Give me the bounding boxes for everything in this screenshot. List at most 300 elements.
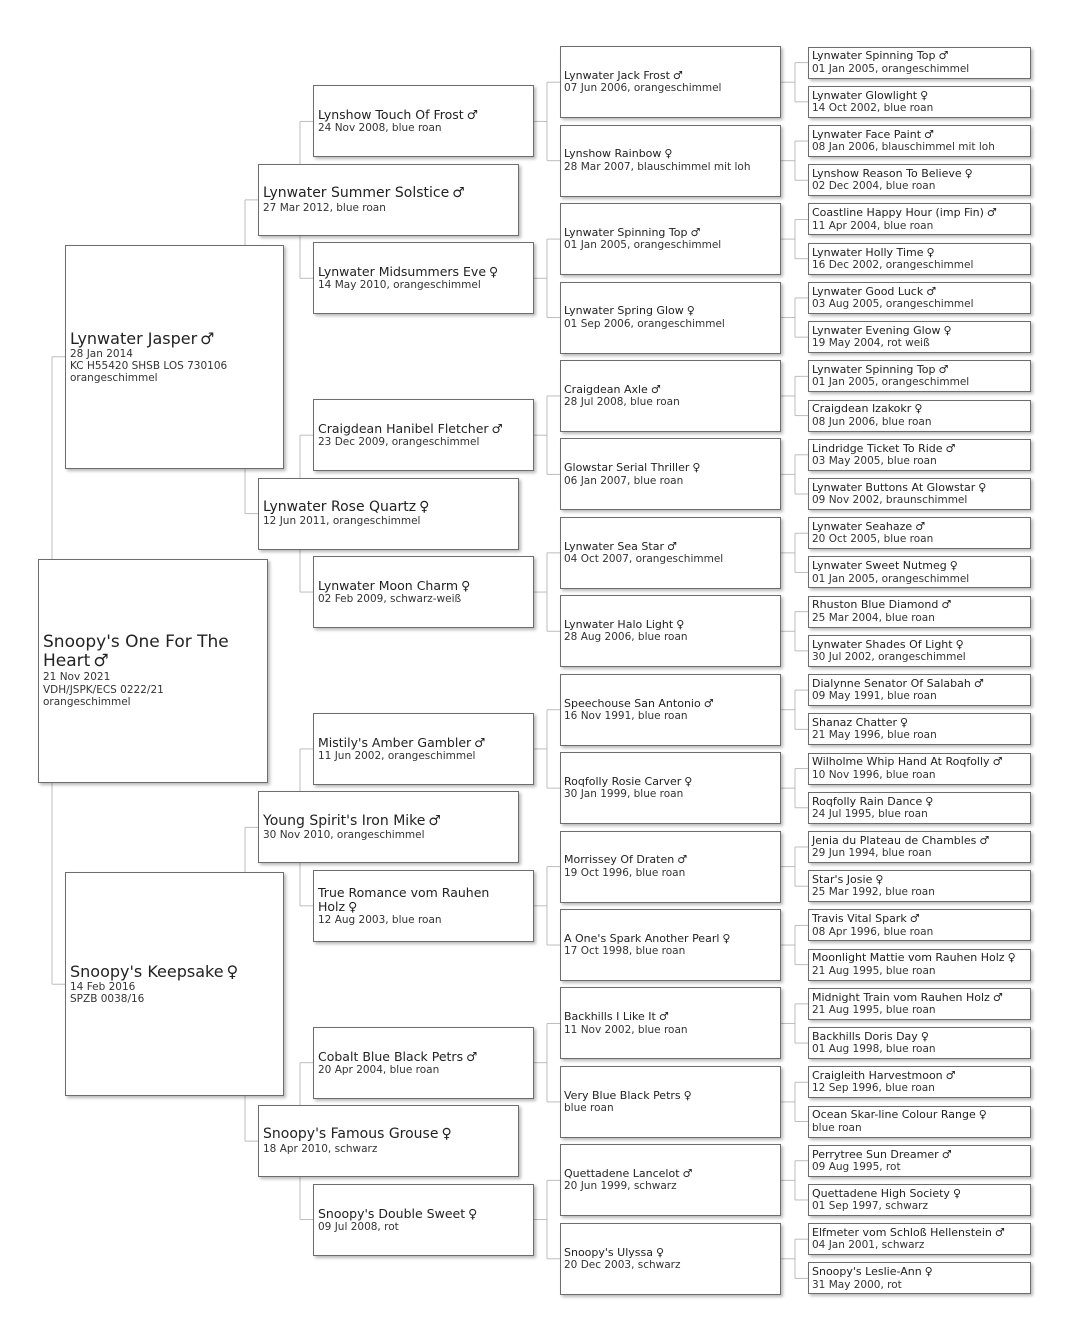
female-symbol-icon: ♀ (978, 480, 987, 494)
dog-detail-line: 12 Aug 2003, blue roan (318, 913, 442, 926)
dog-name (564, 384, 777, 396)
dog-detail-line: 27 Mar 2012, blue roan (263, 201, 386, 214)
dog-name-text: Speechouse San Antonio (564, 696, 701, 710)
dog-name-text: Craigleith Harvestmoon (812, 1069, 943, 1083)
dog-detail-line: 28 Jan 2014 (70, 347, 133, 360)
dog-card-ddddd[interactable] (808, 1262, 1031, 1294)
dog-name-text: Lynshow Rainbow (564, 147, 662, 161)
female-symbol-icon: ♀ (925, 794, 934, 808)
dog-card-sdsdd[interactable] (808, 478, 1031, 510)
dog-name-text: A One's Spark Another Pearl (564, 931, 720, 945)
dog-card-d[interactable] (65, 872, 284, 1096)
dog-name (812, 325, 1027, 337)
dog-name (318, 886, 529, 914)
dog-name-text: Young Spirit's Iron Mike (263, 812, 426, 829)
dog-name (263, 1127, 514, 1143)
dog-name-text: Backhills Doris Day (812, 1029, 918, 1043)
female-symbol-icon: ♀ (900, 716, 909, 730)
dog-detail-line: 06 Jan 2007, blue roan (564, 474, 684, 487)
dog-detail-line: 25 Mar 2004, blue roan (812, 611, 935, 624)
dog-name-text: Lynwater Spinning Top (812, 49, 936, 63)
dog-name-text: Craigdean Axle (564, 382, 648, 396)
female-symbol-icon: ♀ (920, 88, 929, 102)
dog-name-text: Moonlight Mattie vom Rauhen Holz (812, 951, 1005, 965)
dog-name (318, 422, 529, 436)
dog-detail-line: 03 Aug 2005, orangeschimmel (812, 298, 974, 311)
male-symbol-icon: ♂ (658, 1010, 669, 1024)
female-symbol-icon: ♀ (468, 1205, 478, 1221)
dog-card-ssdsd[interactable] (808, 243, 1031, 275)
dog-detail-line: orangeschimmel (70, 371, 158, 384)
dog-card-ddsd[interactable] (560, 1066, 781, 1138)
male-symbol-icon: ♂ (973, 676, 984, 690)
dog-name (812, 443, 1027, 455)
male-symbol-icon: ♂ (690, 225, 701, 239)
male-symbol-icon: ♂ (994, 1225, 1005, 1239)
dog-detail-line: 20 Apr 2004, blue roan (318, 1063, 440, 1076)
dog-card-s[interactable] (65, 245, 284, 469)
dog-card-ssd[interactable] (313, 242, 534, 314)
dog-name (812, 129, 1027, 141)
dog-detail-line: 01 Jan 2005, orangeschimmel (812, 572, 970, 585)
dog-name-text: Lynwater Spring Glow (564, 304, 684, 318)
dog-detail-line: KC H55420 SHSB LOS 730106 (70, 359, 228, 372)
dog-name-text: Lynwater Sweet Nutmeg (812, 559, 947, 573)
dog-name-text: Travis Vital Spark (812, 912, 907, 926)
female-symbol-icon: ♀ (926, 245, 935, 259)
dog-name (564, 619, 777, 631)
dog-name (812, 1031, 1027, 1043)
dog-detail-line: 16 Dec 2002, orangeschimmel (812, 258, 974, 271)
female-symbol-icon: ♀ (978, 1108, 987, 1122)
male-symbol-icon: ♂ (945, 441, 956, 455)
dog-card-dds[interactable] (313, 1027, 534, 1099)
female-symbol-icon: ♀ (914, 402, 923, 416)
dog-detail-line: 09 Nov 2002, braunschimmel (812, 494, 968, 507)
female-symbol-icon: ♀ (1007, 951, 1016, 965)
dog-name (812, 874, 1027, 886)
dog-name-text: Snoopy's Keepsake (70, 962, 224, 982)
dog-card-dssd[interactable] (560, 752, 781, 824)
dog-detail-line: 04 Oct 2007, orangeschimmel (564, 552, 724, 565)
dog-name-text: Lynwater Buttons At Glowstar (812, 480, 976, 494)
male-symbol-icon: ♂ (992, 755, 1003, 769)
dog-detail-line: 24 Jul 1995, blue roan (812, 807, 928, 820)
dog-card-sdd[interactable] (313, 556, 534, 628)
dog-name (812, 90, 1027, 102)
dog-detail-line: 10 Nov 1996, blue roan (812, 768, 936, 781)
male-symbol-icon: ♂ (672, 69, 683, 83)
female-symbol-icon: ♀ (664, 147, 673, 161)
dog-name (564, 1011, 777, 1023)
dog-name (812, 1109, 1027, 1121)
dog-detail-line: 31 May 2000, rot (812, 1278, 902, 1291)
dog-detail-line: 01 Aug 1998, blue roan (812, 1043, 936, 1056)
female-symbol-icon: ♀ (655, 1245, 665, 1259)
dog-name (812, 1188, 1027, 1200)
dog-card-dsds[interactable] (560, 831, 781, 903)
female-symbol-icon: ♀ (348, 898, 358, 914)
dog-card-ddssd[interactable] (808, 1027, 1031, 1059)
dog-detail-line: 24 Nov 2008, blue roan (318, 122, 442, 135)
dog-card-ddsss[interactable] (808, 988, 1031, 1020)
male-symbol-icon: ♂ (992, 990, 1003, 1004)
dog-card-sdssd[interactable] (808, 400, 1031, 432)
dog-detail-line: 21 Aug 1995, blue roan (812, 1003, 936, 1016)
dog-name-text: Snoopy's One For The Heart (43, 632, 229, 672)
dog-detail-line: orangeschimmel (43, 695, 131, 708)
dog-detail-line: 02 Dec 2004, blue roan (812, 180, 936, 193)
dog-card-dsd[interactable] (313, 870, 534, 942)
dog-name (564, 1168, 777, 1180)
dog-card-dsssd[interactable] (808, 713, 1031, 745)
dog-detail-line: 11 Jun 2002, orangeschimmel (318, 749, 476, 762)
dog-card-dssds[interactable] (808, 753, 1031, 785)
dog-name-text: Snoopy's Famous Grouse (263, 1126, 439, 1143)
male-symbol-icon: ♂ (666, 539, 677, 553)
dog-name-text: Lynshow Touch Of Frost (318, 107, 464, 123)
dog-detail-line: 08 Jan 2006, blauschimmel mit loh (812, 141, 995, 154)
dog-name-text: Lynwater Jasper (70, 328, 198, 348)
dog-name (263, 814, 514, 830)
dog-name (812, 678, 1027, 690)
dog-detail-line: SPZB 0038/16 (70, 993, 145, 1006)
dog-detail-line: 30 Jan 1999, blue roan (564, 788, 684, 801)
dog-name-text: Lynwater Spinning Top (812, 363, 936, 377)
dog-card-sdsds[interactable] (808, 439, 1031, 471)
female-symbol-icon: ♀ (686, 304, 695, 318)
female-symbol-icon: ♀ (952, 1186, 961, 1200)
dog-name (812, 639, 1027, 651)
dog-card-dsddd[interactable] (808, 949, 1031, 981)
female-symbol-icon: ♀ (955, 637, 964, 651)
dog-detail-line: blue roan (564, 1102, 614, 1115)
female-symbol-icon: ♀ (924, 1265, 933, 1279)
dog-name-text: Snoopy's Leslie-Ann (812, 1265, 922, 1279)
dog-card-ssdds[interactable] (808, 282, 1031, 314)
dog-card-dssdd[interactable] (808, 792, 1031, 824)
dog-name-text: Lynwater Holly Time (812, 245, 924, 259)
dog-name (812, 1227, 1027, 1239)
dog-name-text: Roqfolly Rain Dance (812, 794, 923, 808)
dog-name (812, 1149, 1027, 1161)
dog-name-text: Rhuston Blue Diamond (812, 598, 939, 612)
dog-name-text: Lynshow Reason To Believe (812, 167, 962, 181)
dog-name (70, 963, 279, 981)
male-symbol-icon: ♂ (909, 912, 920, 926)
dog-card-ddsds[interactable] (808, 1066, 1031, 1098)
dog-name-text: Lynwater Glowlight (812, 88, 918, 102)
dog-name-text: Lindridge Ticket To Ride (812, 441, 943, 455)
dog-name (812, 599, 1027, 611)
dog-name (812, 482, 1027, 494)
female-symbol-icon: ♀ (875, 873, 884, 887)
dog-detail-line: 03 May 2005, blue roan (812, 454, 937, 467)
dog-card-ss[interactable] (258, 164, 519, 236)
dog-name (43, 633, 263, 671)
dog-card-sddd[interactable] (560, 595, 781, 667)
dog-name-text: Lynwater Sea Star (564, 539, 664, 553)
male-symbol-icon: ♂ (677, 853, 688, 867)
dog-card-ssddd[interactable] (808, 321, 1031, 353)
dog-name (564, 305, 777, 317)
dog-name (564, 933, 777, 945)
dog-card-ddds[interactable] (560, 1144, 781, 1216)
dog-name-text: Snoopy's Double Sweet (318, 1205, 466, 1221)
dog-detail-line: 19 May 2004, rot weiß (812, 337, 930, 350)
dog-name-text: Elfmeter vom Schloß Hellenstein (812, 1225, 992, 1239)
dog-name (812, 364, 1027, 376)
dog-name-text: Wilholme Whip Hand At Roqfolly (812, 755, 990, 769)
dog-name-text: Lynwater Midsummers Eve (318, 264, 487, 280)
dog-card-dsdds[interactable] (808, 909, 1031, 941)
female-symbol-icon: ♀ (684, 774, 693, 788)
dog-card-ssss[interactable] (560, 46, 781, 118)
dog-card-ds[interactable] (258, 791, 519, 863)
dog-detail-line: 28 Jul 2008, blue roan (564, 396, 680, 409)
dog-name (564, 776, 777, 788)
female-symbol-icon: ♀ (226, 962, 239, 982)
dog-card-sd[interactable] (258, 478, 519, 550)
male-symbol-icon: ♂ (941, 598, 952, 612)
dog-detail-line: 25 Mar 1992, blue roan (812, 886, 935, 899)
male-symbol-icon: ♂ (682, 1167, 693, 1181)
dog-name-text: Very Blue Black Petrs (564, 1088, 681, 1102)
dog-card-dd[interactable] (258, 1105, 519, 1177)
dog-card-dssss[interactable] (808, 674, 1031, 706)
dog-name (564, 227, 777, 239)
male-symbol-icon: ♂ (945, 1069, 956, 1083)
dog-name-text: Quettadene Lancelot (564, 1167, 680, 1181)
dog-card-dsdsd[interactable] (808, 870, 1031, 902)
dog-detail-line: 12 Sep 1996, blue roan (812, 1082, 935, 1095)
dog-name-text: Dialynne Senator Of Salabah (812, 676, 971, 690)
dog-card-dddsd[interactable] (808, 1184, 1031, 1216)
dog-name (812, 50, 1027, 62)
dog-card-sdds[interactable] (560, 517, 781, 589)
male-symbol-icon: ♂ (938, 49, 949, 63)
dog-detail-line: 16 Nov 1991, blue roan (564, 709, 688, 722)
dog-detail-line: 20 Dec 2003, schwarz (564, 1258, 681, 1271)
dog-card-sssss[interactable] (808, 47, 1031, 79)
dog-card-sss[interactable] (313, 85, 534, 157)
dog-card-ssdd[interactable] (560, 282, 781, 354)
male-symbol-icon: ♂ (926, 284, 937, 298)
dog-card-sddsd[interactable] (808, 556, 1031, 588)
male-symbol-icon: ♂ (200, 328, 215, 348)
dog-name-text: Morrissey Of Draten (564, 853, 675, 867)
dog-name-text: Quettadene High Society (812, 1186, 950, 1200)
dog-detail-line: 09 Aug 1995, rot (812, 1160, 901, 1173)
dog-name (564, 541, 777, 553)
dog-card-dddd[interactable] (560, 1223, 781, 1295)
dog-card-dss[interactable] (313, 713, 534, 785)
dog-name (812, 796, 1027, 808)
dog-detail-line: 17 Oct 1998, blue roan (564, 945, 686, 958)
male-symbol-icon: ♂ (466, 107, 478, 123)
dog-name (812, 521, 1027, 533)
dog-card-dddss[interactable] (808, 1145, 1031, 1177)
dog-card-sssdd[interactable] (808, 164, 1031, 196)
dog-name-text: Lynwater Evening Glow (812, 323, 941, 337)
dog-detail-line: 30 Jul 2002, orangeschimmel (812, 651, 966, 664)
male-symbol-icon: ♂ (452, 185, 465, 201)
dog-card-sddss[interactable] (808, 517, 1031, 549)
dog-name-text: Midnight Train vom Rauhen Holz (812, 990, 990, 1004)
dog-detail-line: 20 Jun 1999, schwarz (564, 1180, 677, 1193)
dog-name (564, 854, 777, 866)
dog-card-dsdd[interactable] (560, 909, 781, 981)
female-symbol-icon: ♀ (920, 1029, 929, 1043)
female-symbol-icon: ♀ (461, 578, 471, 594)
dog-name-text: Snoopy's Ulyssa (564, 1245, 653, 1259)
dog-detail-line: 30 Nov 2010, orangeschimmel (263, 829, 425, 842)
dog-name (263, 186, 514, 202)
dog-name-text: Coastline Happy Hour (imp Fin) (812, 206, 984, 220)
dog-name-text: Craigdean Hanibel Fletcher (318, 421, 489, 437)
female-symbol-icon: ♀ (683, 1088, 692, 1102)
dog-name-text: Backhills I Like It (564, 1010, 656, 1024)
dog-name-text: Lynwater Jack Frost (564, 69, 670, 83)
dog-card-ssds[interactable] (560, 203, 781, 275)
dog-name-text: Craigdean Izakokr (812, 402, 912, 416)
dog-detail-line: 01 Sep 2006, orangeschimmel (564, 317, 725, 330)
dog-detail-line: 11 Apr 2004, blue roan (812, 219, 934, 232)
dog-detail-line: 18 Apr 2010, schwarz (263, 1142, 378, 1155)
dog-detail-line: 14 May 2010, orangeschimmel (318, 279, 481, 292)
male-symbol-icon: ♂ (979, 833, 990, 847)
dog-card-ddsdd[interactable] (808, 1106, 1031, 1138)
dog-card-dsdss[interactable] (808, 831, 1031, 863)
male-symbol-icon: ♂ (941, 1147, 952, 1161)
dog-name (564, 148, 777, 160)
dog-detail-line: 12 Jun 2011, orangeschimmel (263, 515, 421, 528)
dog-name (318, 1207, 529, 1221)
female-symbol-icon: ♀ (722, 931, 731, 945)
dog-detail-line: 21 Aug 1995, blue roan (812, 964, 936, 977)
dog-detail-line: 11 Nov 2002, blue roan (564, 1023, 688, 1036)
male-symbol-icon: ♂ (474, 734, 486, 750)
dog-name (263, 500, 514, 516)
dog-card-ddss[interactable] (560, 987, 781, 1059)
dog-detail-line: 21 May 1996, blue roan (812, 729, 937, 742)
dog-detail-line: 14 Oct 2002, blue roan (812, 101, 934, 114)
male-symbol-icon: ♂ (938, 363, 949, 377)
male-symbol-icon: ♂ (491, 421, 503, 437)
dog-card-sds[interactable] (313, 399, 534, 471)
dog-detail-line: 01 Jan 2005, orangeschimmel (812, 376, 970, 389)
dog-name (812, 756, 1027, 768)
dog-name (812, 913, 1027, 925)
dog-detail-line: 19 Oct 1996, blue roan (564, 866, 686, 879)
female-symbol-icon: ♀ (692, 461, 701, 475)
dog-detail-line: 01 Jan 2005, orangeschimmel (564, 239, 722, 252)
male-symbol-icon: ♂ (93, 651, 109, 672)
dog-name (564, 1247, 777, 1259)
dog-detail-line: 20 Oct 2005, blue roan (812, 533, 934, 546)
dog-card-sdsss[interactable] (808, 360, 1031, 392)
dog-detail-line: 08 Jun 2006, blue roan (812, 415, 932, 428)
dog-card-sdddd[interactable] (808, 635, 1031, 667)
dog-detail-line: 07 Jun 2006, orangeschimmel (564, 82, 722, 95)
dog-name (812, 717, 1027, 729)
dog-detail-line: 21 Nov 2021 (43, 671, 111, 684)
dog-name-text: Lynwater Good Luck (812, 284, 924, 298)
male-symbol-icon: ♂ (428, 812, 441, 829)
dog-name (812, 286, 1027, 298)
dog-detail-line: 28 Mar 2007, blauschimmel mit loh (564, 160, 751, 173)
male-symbol-icon: ♂ (986, 206, 997, 220)
dog-name-text: Lynwater Halo Light (564, 618, 674, 632)
female-symbol-icon: ♀ (676, 618, 685, 632)
dog-name-text: Shanaz Chatter (812, 716, 897, 730)
dog-detail-line: 08 Apr 1996, blue roan (812, 925, 934, 938)
dog-detail-line: 01 Jan 2005, orangeschimmel (812, 62, 970, 75)
dog-name-text: Lynwater Face Paint (812, 127, 922, 141)
dog-name-text: Perrytree Sun Dreamer (812, 1147, 939, 1161)
dog-detail-line: VDH/JSPK/ECS 0222/21 (43, 683, 164, 696)
dog-name-text: Lynwater Shades Of Light (812, 637, 953, 651)
dog-name (812, 952, 1027, 964)
dog-name-text: Lynwater Spinning Top (564, 225, 688, 239)
dog-name (564, 1090, 777, 1102)
dog-name (564, 698, 777, 710)
dog-name-text: Lynwater Summer Solstice (263, 185, 450, 201)
dog-name (318, 1050, 529, 1064)
dog-name (318, 108, 529, 122)
dog-name-text: Star's Josie (812, 873, 873, 887)
dog-name-text: Ocean Skar-line Colour Range (812, 1108, 976, 1122)
dog-name-text: Glowstar Serial Thriller (564, 461, 690, 475)
dog-name (318, 736, 529, 750)
dog-name-text: Cobalt Blue Black Petrs (318, 1048, 464, 1064)
female-symbol-icon: ♀ (489, 264, 499, 280)
male-symbol-icon: ♂ (650, 382, 661, 396)
male-symbol-icon: ♂ (924, 127, 934, 141)
dog-card-sddds[interactable] (808, 596, 1031, 628)
dog-name (812, 403, 1027, 415)
dog-detail-line: 28 Aug 2006, blue roan (564, 631, 688, 644)
dog-detail-line: 09 Jul 2008, rot (318, 1220, 399, 1233)
dog-name-text: Roqfolly Rosie Carver (564, 774, 682, 788)
dog-card-dddds[interactable] (808, 1223, 1031, 1255)
dog-card-sssds[interactable] (808, 125, 1031, 157)
dog-name-text: Jenia du Plateau de Chambles (812, 833, 977, 847)
female-symbol-icon: ♀ (943, 323, 952, 337)
dog-name (318, 265, 529, 279)
dog-name-text: Lynwater Moon Charm (318, 578, 459, 594)
dog-card-sdss[interactable] (560, 360, 781, 432)
dog-card-sdsd[interactable] (560, 438, 781, 510)
dog-name-text: Mistily's Amber Gambler (318, 734, 472, 750)
dog-detail-line: 01 Sep 1997, schwarz (812, 1200, 928, 1213)
dog-detail-line: 29 Jun 1994, blue roan (812, 847, 932, 860)
dog-detail-line: 04 Jan 2001, schwarz (812, 1239, 925, 1252)
dog-card-ssssd[interactable] (808, 86, 1031, 118)
dog-name (812, 1070, 1027, 1082)
dog-name (812, 247, 1027, 259)
dog-name (812, 560, 1027, 572)
dog-card-ssdss[interactable] (808, 203, 1031, 235)
dog-name (812, 992, 1027, 1004)
dog-card-dsss[interactable] (560, 674, 781, 746)
female-symbol-icon: ♀ (949, 559, 958, 573)
dog-detail-line: 09 May 1991, blue roan (812, 690, 937, 703)
dog-card-subject[interactable] (38, 559, 268, 783)
dog-card-ddd[interactable] (313, 1184, 534, 1256)
dog-card-sssd[interactable] (560, 125, 781, 197)
dog-detail-line: 14 Feb 2016 (70, 981, 136, 994)
